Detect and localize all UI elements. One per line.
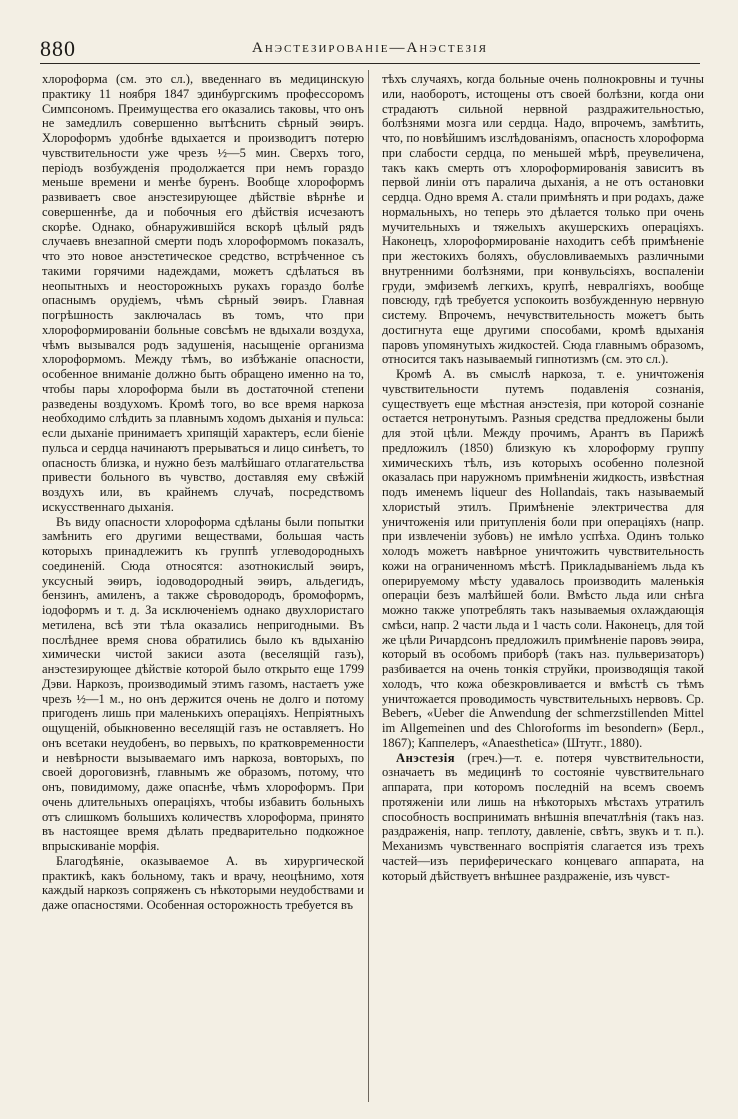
left-column — [42, 72, 364, 913]
page-number: 880 — [40, 36, 76, 61]
page-header — [40, 36, 700, 60]
header-rule — [40, 63, 700, 64]
right-paragraph-1: тѣхъ случаяхъ, когда больные очень полнокровны и тучны или, наоборотъ, истощены отъ своей болѣзни, когда они страдаютъ сильной нервной раздражительностью, болѣзнями мозга или сердца. Надо, впрочемъ, замѣтить, что, по новѣйшимъ изслѣдованіямъ, опасность хлороформа при слабости сердца, по меньшей мѣрѣ, преувеличена, такъ какъ смерть отъ хлороформированія зависитъ въ первой линіи отъ паралича дыханія, а не отъ остановки сердца. Одно время А. стали примѣнять и при родахъ, даже нормальныхъ, но теперь это дѣлается только при очень мучительныхъ и тяжелыхъ акушерскихъ операціяхъ. Наконецъ, хлороформированіе находитъ себѣ примѣненіе при жестокихъ боляхъ, обусловливаемыхъ различными внутренними болѣзнями, при конвульсіяхъ, воспаленіи груди, эмфиземѣ легкихъ, крупѣ, невралгіяхъ, вообще повсюду, гдѣ требуется успокоить возбужденную нервную систему. Впрочемъ, нечувствительность можетъ быть достигнута еще другими способами, кромѣ вдыханія паровъ упомянутыхъ жидкостей. Сюда главнымъ образомъ, относится такъ называемый гипнотизмъ (см. это сл.). — [382, 72, 704, 367]
right-column — [382, 72, 704, 883]
entry-headword: Анэстезія — [396, 750, 456, 765]
running-head: Анэстезированіе—Анэстезія — [252, 40, 488, 56]
left-paragraph-2: Въ виду опасности хлороформа сдѣланы были попытки замѣнить его другими веществами, большая часть которыхъ принадлежитъ къ группѣ углеводородныхъ соединеній. Сюда относятся: азотнокислый эѳиръ, уксусный эѳиръ, іодоводородный эѳиръ, альдегидъ, бензинъ, амиленъ, а также сѣроводородъ, бромоформъ, іодоформъ и т. д. За исключеніемъ однако двухлористаго метилена, всѣ эти тѣла оказались непригодными. Въ послѣднее время снова обратились было къ вдыханію химически чистой закиси азота (веселящій газъ), анэстезирующее дѣйствіе которой было открыто еще 1799 Дэви. Наркозъ, производимый этимъ газомъ, настаетъ уже чрезъ ½—1 м., но онъ держится очень не долго и потому пригоденъ лишь при маленькихъ операціяхъ. Непріятныхъ ощущеній, обыкновенно веселящій газъ не оставляетъ. Но онъ всетаки неудобенъ, во первыхъ, по кратковременности и невѣрности вызываемаго имъ наркоза, вовторыхъ, по своей дороговизнѣ, главнымъ же образомъ, потому, что онъ, повидимому, даже опаснѣе, чѣмъ хлороформъ. При очень длительныхъ операціяхъ, чтобы избавить больныхъ отъ слишкомъ большихъ количествъ хлороформа, принято въ настоящее время дѣлать предварительно подкожное впрыскиваніе морфія. — [42, 514, 364, 853]
left-paragraph-1: хлороформа (см. это сл.), введеннаго въ медицинскую практику 11 ноября 1847 эдинбургскимъ профессоромъ Симпсономъ. Преимущества его оказались таковы, что онъ не замедлилъ совершенно вытѣснить сѣрный эѳиръ. Хлороформъ удобнѣе вдыхается и производитъ потерю чувствительности уже чрезъ ½—5 мин. Сверхъ того, періодъ возбужденія продолжается при немъ гораздо меньше времени и менѣе буренъ. Вообще хлороформъ развиваетъ свое анэстезирующее дѣйствіе вѣрнѣе и совершеннѣе, да и побочныя его дѣйствія исчезаютъ скорѣе. Однако, обнаружившійся вскорѣ цѣлый рядъ случаевъ внезапной смерти подъ хлороформомъ показалъ, что это новое анэстетическое средство, встрѣченное съ такими горячими надеждами, можетъ сдѣлаться въ неопытныхъ и неосторожныхъ рукахъ гораздо болѣе опаснымъ орудіемъ, чѣмъ сѣрный эѳиръ. Главная погрѣшность заключалась въ томъ, что при хлороформированіи больные совсѣмъ не вдыхали воздуха, чѣмъ вызывался родъ задушенія, насыщеніе организма хлороформомъ. Между тѣмъ, во избѣжаніе опасности, особенное вниманіе должно быть обращено именно на то, чтобы пары хлороформа были въ достаточной степени разведены воздухомъ. Кромѣ того, во все время наркоза необходимо слѣдить за плавнымъ ходомъ дыханія и пульса: если дыханіе принимаетъ хрипящій характеръ, если біеніе пульса и сердца начинаютъ прерываться и лицо синѣетъ, то опасность близка, и нужно безъ малѣйшаго отлагательства привести больного въ чувство, доставляя ему свѣжій воздухъ или, въ крайнемъ случаѣ, посредствомъ искусственнаго дыханія. — [42, 72, 364, 514]
column-divider — [368, 70, 369, 1102]
right-paragraph-2: Кромѣ А. въ смыслѣ наркоза, т. е. уничтоженія чувствительности путемъ подавленія сознанія, существуетъ еще мѣстная анэстезія, при которой сознаніе остается нетронутымъ. Разныя средства предложены были для этой цѣли. Между прочимъ, Арантъ въ Парижѣ предложилъ (1850) близкую къ хлороформу группу химическихъ тѣлъ, изъ которыхъ особенно полезной оказалась при наружномъ примѣненіи жидкость, извѣстная подъ именемъ liqueur des Hollandais, такъ называемый хлористый этилъ. Примѣненіе электричества для уничтоженія или притупленія боли при операціяхъ (напр. при извлеченіи зубовъ) не имѣло успѣха. Одинъ только холодъ можетъ навѣрное уничтожить чувствительность кожи на ограниченномъ мѣстѣ. Прикладываніемъ льда къ оперируемому мѣсту удавалось производить маленькія операціи безъ малѣйшей боли. Вмѣсто льда или снѣга можно также употреблять такъ называемыя охлаждающія смѣси, напр. 2 части льда и 1 часть соли. Наконецъ, для той же цѣли Ричардсонъ предложилъ примѣненіе паровъ эѳира, который въ особомъ приборѣ (такъ наз. пульверизаторъ) разбивается на очень тонкія струйки, производящія такой холодъ, что кожа обезкровливается и вмѣстѣ съ тѣмъ уничтожается проводимость чувствительныхъ нервовъ. Ср. Beberъ, «Ueber die Anwendung der schmerzstillenden Mittel im Allgemeinen und des Chloroforms im besondern» (Берл., 1867); Каппелеръ, «Anaesthetica» (Штутг., 1880). — [382, 367, 704, 750]
right-paragraph-3 — [382, 751, 704, 884]
left-paragraph-3: Благодѣяніе, оказываемое А. въ хирургической практикѣ, какъ больному, такъ и врачу, неоцѣнимо, хотя каждый наркозъ сопряженъ съ нѣкоторыми неудобствами и даже опасностями. Особенная осторожность требуется въ — [42, 853, 364, 912]
entry-body: (греч.)—т. е. потеря чувствительности, означаетъ въ медицинѣ то состояніе чувствительнаго аппарата, при которомъ последній на всемъ своемъ протяженіи или лишь на нѣкоторыхъ мѣстахъ утратилъ способность воспринимать внѣшнія впечатлѣнія (такъ наз. раздраженія, напр. теплоту, давленіе, свѣтъ, звукъ и т. п.). Механизмъ чувственнаго воспріятія слагается изъ трехъ частей—изъ периферическаго концеваго аппарата, на который дѣйствуетъ внѣшнее раздраженіе, изъ чувст- — [382, 750, 704, 883]
